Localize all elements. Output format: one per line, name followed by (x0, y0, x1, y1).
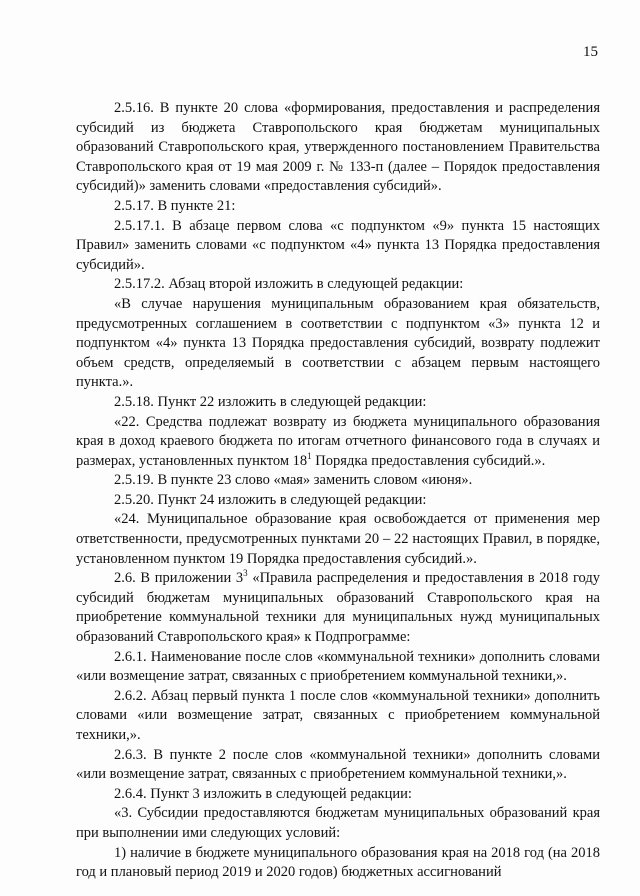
paragraph: 2.5.17.1. В абзаце первом слова «с подпунктом «9» пункта 15 настоящих Правил» заменить словами «с подпунктом «4» пункта 13 Порядка предоставления субсидий». (76, 217, 600, 273)
paragraph-text: «22. Средства подлежат возврату из бюджета муниципального образования края в доход краевого бюджета по итогам отчетного финансового года в случаях и размерах, установленных пунктом 18 (76, 413, 600, 469)
paragraph-text: Порядка предоставления субсидий.». (311, 452, 546, 469)
paragraph: 1) наличие в бюджете муниципального образования края на 2018 год (на 2018 год и плановый период 2019 и 2020 годов) бюджетных ассигнований (76, 844, 600, 881)
paragraph-text: 2.6. В приложении 3 (114, 570, 244, 587)
paragraph: 2.5.19. В пункте 23 слово «мая» заменить словом «июня». (114, 472, 473, 489)
paragraph: 2.5.18. Пункт 22 изложить в следующей редакции: (114, 393, 427, 410)
paragraph: 2.5.20. Пункт 24 изложить в следующей редакции: (114, 491, 427, 508)
paragraph: 2.6.3. В пункте 2 после слов «коммунальной техники» дополнить словами «или возмещение затрат, связанных с приобретением коммунальной техники,». (76, 746, 600, 783)
paragraph: 2.6.4. Пункт 3 изложить в следующей редакции: (114, 785, 412, 802)
paragraph: 2.5.17. В пункте 21: (114, 197, 236, 214)
page-number: 15 (583, 44, 598, 60)
paragraph (76, 569, 600, 647)
paragraph-text: «Правила распределения и предоставления в 2018 году субсидий бюджетам муниципальных образований Ставропольского края на приобретение коммунальной техники для муниципальных нужд муниципальных образований Ставропольского края» к Подпрограмме: (76, 570, 601, 646)
paragraph: «24. Муниципальное образование края освобождается от применения мер ответственности, предусмотренных пунктами 20 – 22 настоящих Правил, в порядке, установленном пунктом 19 Порядка предоставления субсидий.». (76, 511, 600, 567)
paragraph: 2.5.16. В пункте 20 слова «формирования, предоставления и распределения субсидий из бюджета Ставропольского края бюджетам муниципальных образований Ставропольского края, утвержденного постановлением Правительства Ставропольского края от 19 мая 2009 г. № 133-п (далее – Порядок предоставления субсидий)» заменить словами «предоставления субсидий». (76, 100, 600, 195)
paragraph (76, 413, 600, 472)
paragraph: 2.6.1. Наименование после слов «коммунальной техники» дополнить словами «или возмещение затрат, связанных с приобретением коммунальной техники,». (76, 648, 600, 685)
paragraph: «В случае нарушения муниципальным образованием края обязательств, предусмотренных соглашением в соответствии с подпунктом «3» пункта 12 и подпунктом «4» пункта 13 Порядка предоставления субсидий, возврату подлежит объем средств, определяемый в соответствии с абзацем первым настоящего пункта.». (76, 295, 600, 391)
document-body (76, 99, 600, 883)
superscript: 3 (243, 568, 248, 579)
paragraph: «3. Субсидии предоставляются бюджетам муниципальных образований края при выполнении ими следующих условий: (76, 805, 600, 841)
paragraph: 2.6.2. Абзац первый пункта 1 после слов «коммунальной техники» дополнить словами «или возмещение затрат, связанных с приобретением коммунальной техники,». (76, 687, 600, 743)
paragraph: 2.5.17.2. Абзац второй изложить в следующей редакции: (114, 276, 464, 293)
superscript: 1 (307, 450, 312, 461)
